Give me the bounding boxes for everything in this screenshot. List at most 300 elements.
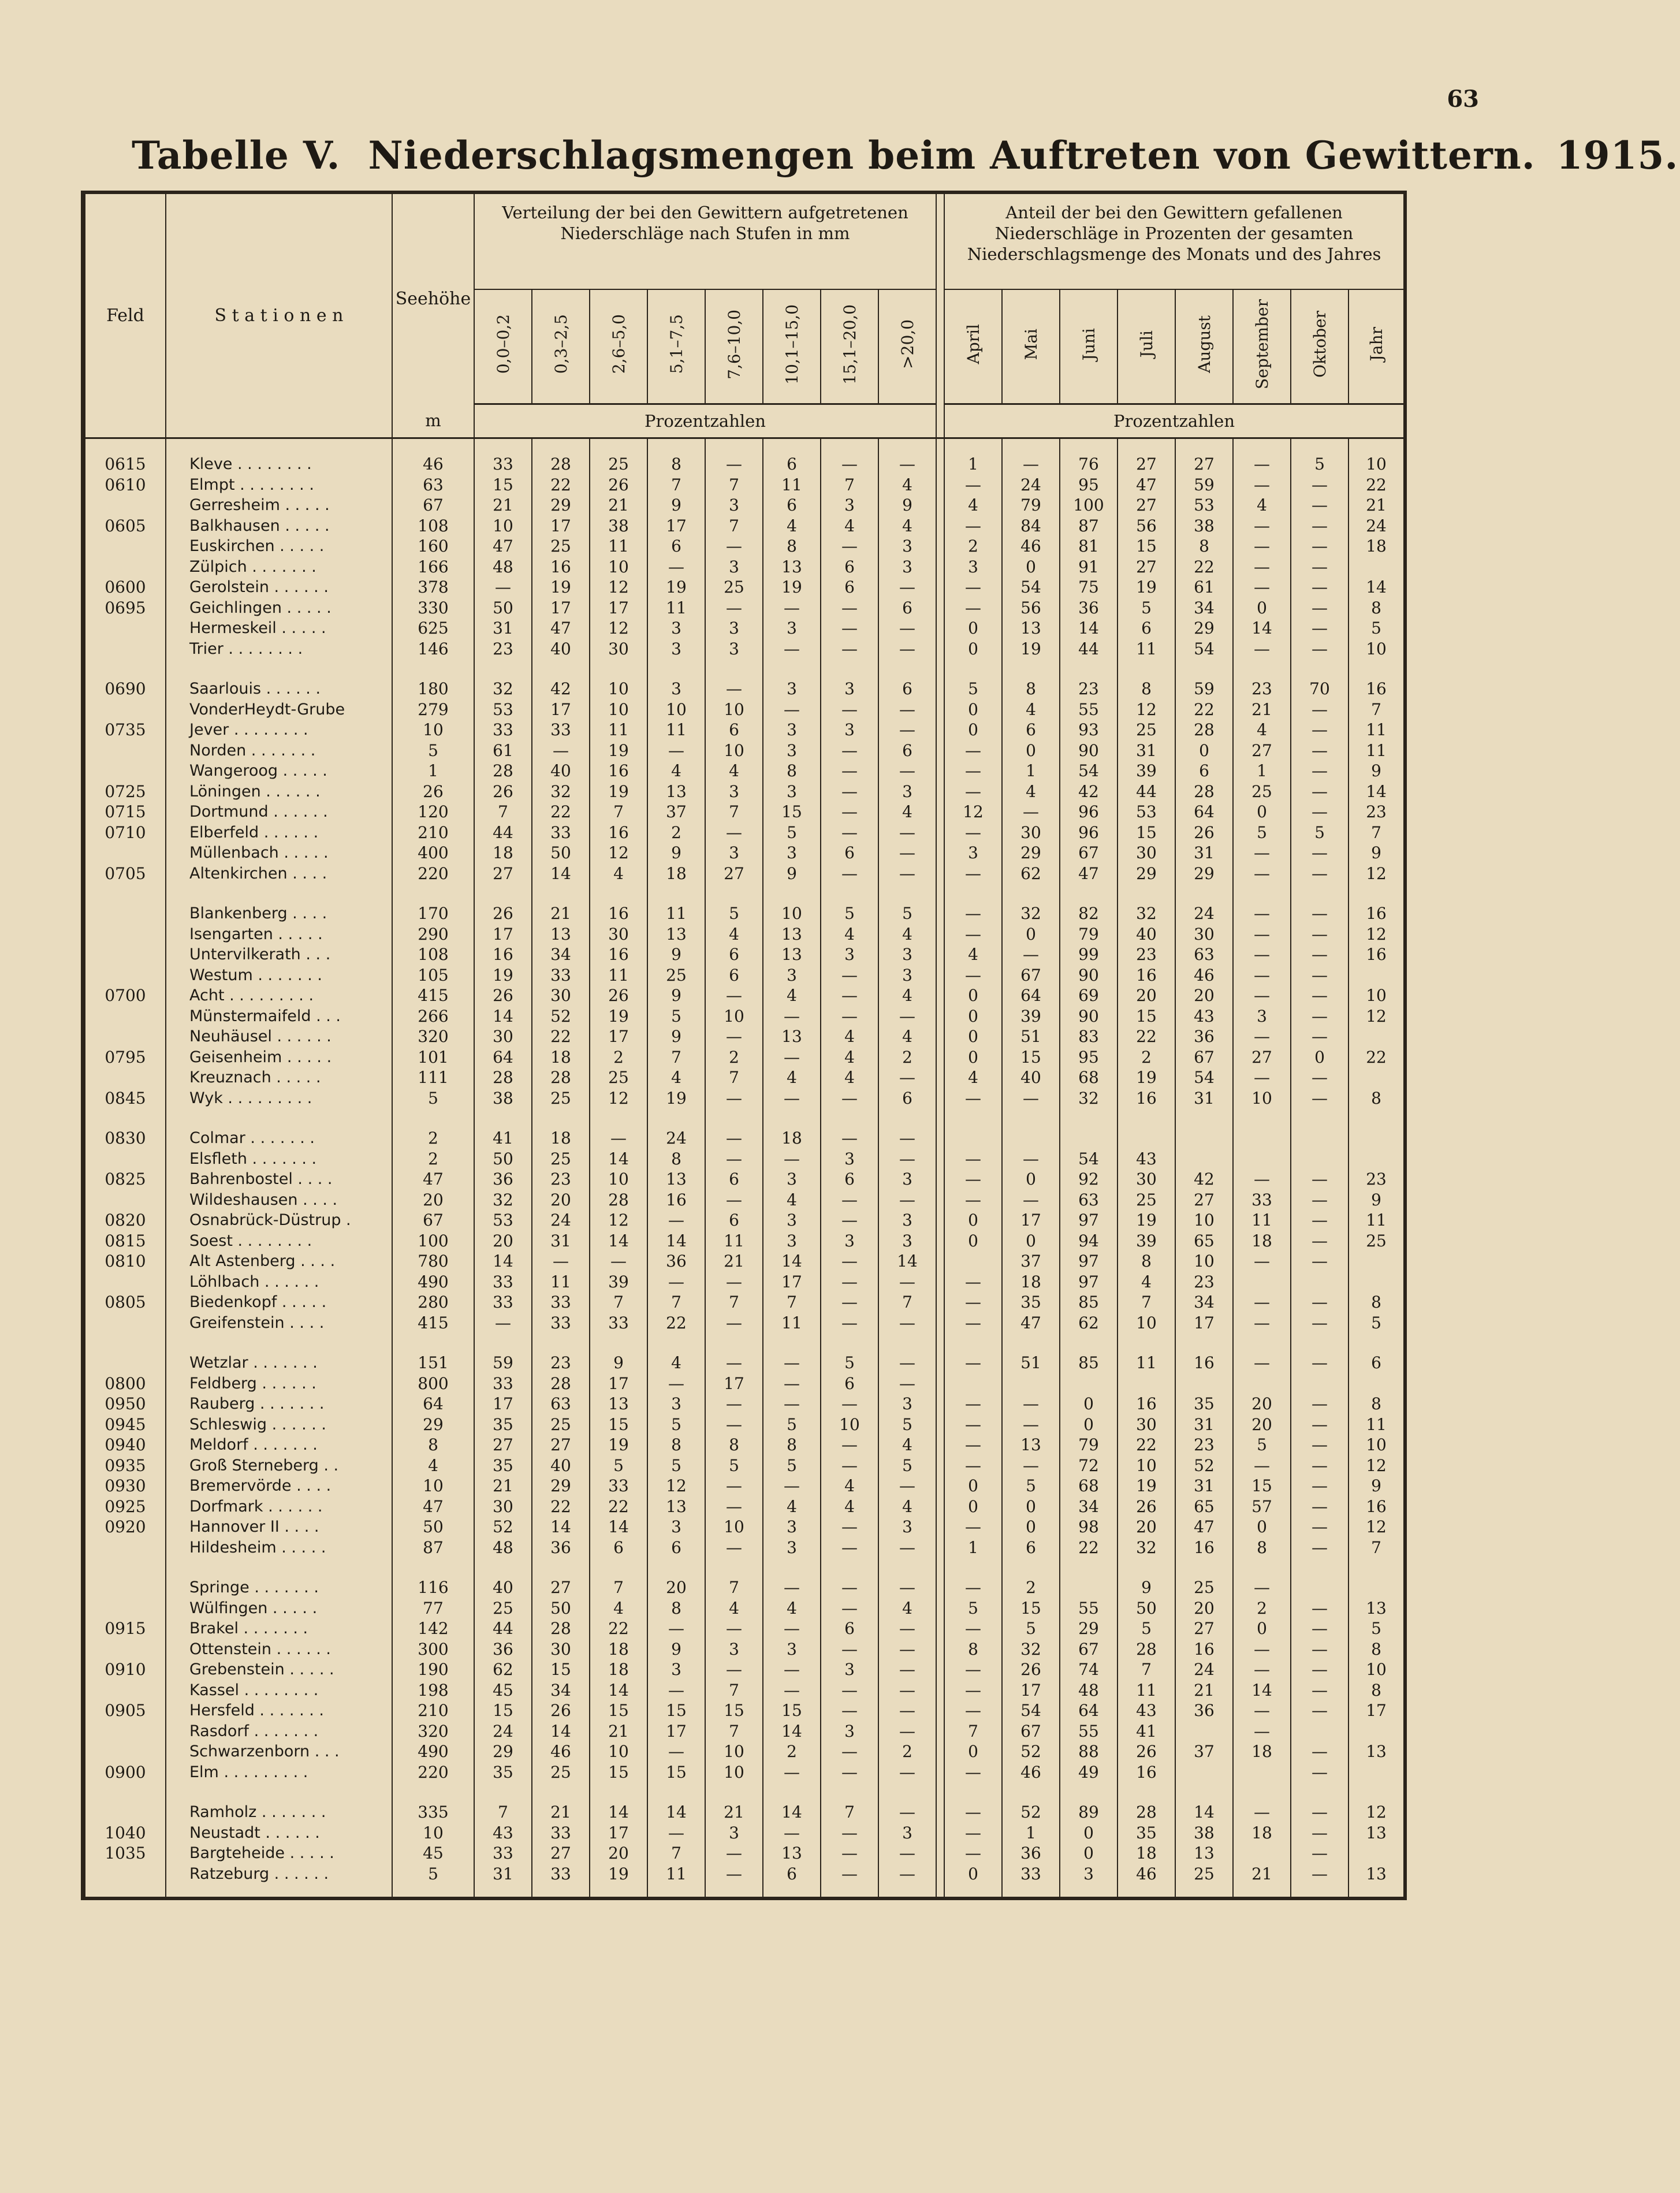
column-separator <box>936 1026 944 1047</box>
cell-anteil: — <box>944 761 1002 781</box>
cell-anteil: — <box>1002 802 1060 822</box>
cell-anteil: 12 <box>1349 924 1404 945</box>
cell-anteil: 68 <box>1060 1476 1117 1496</box>
cell-anteil: 2 <box>1117 1047 1175 1068</box>
cell-seehoehe: 490 <box>392 1272 474 1293</box>
cell-stufe: 13 <box>647 924 705 945</box>
cell-anteil: 23 <box>1349 802 1404 822</box>
cell-anteil <box>1175 1149 1233 1170</box>
table-row <box>85 639 1404 660</box>
cell-anteil: 10 <box>1349 454 1404 475</box>
cell-anteil: 54 <box>1175 1067 1233 1088</box>
cell-stufe: — <box>705 598 763 619</box>
cell-anteil: — <box>1002 454 1060 475</box>
cell-anteil: 33 <box>1233 1190 1291 1211</box>
cell-anteil: 19 <box>1117 1067 1175 1088</box>
cell-stufe: — <box>763 1353 821 1373</box>
cell-anteil: 0 <box>1002 557 1060 578</box>
cell-anteil: 15 <box>1002 1598 1060 1619</box>
column-separator <box>936 1762 944 1783</box>
cell-stufe: — <box>821 1577 878 1598</box>
cell-anteil: 17 <box>1349 1700 1404 1721</box>
cell-stufe: 33 <box>474 1292 532 1313</box>
cell-anteil: 0 <box>1060 1414 1117 1435</box>
cell-anteil: — <box>1233 1577 1291 1598</box>
table-row <box>85 536 1404 557</box>
table-row <box>85 1577 1404 1598</box>
cell-stufe: 8 <box>647 454 705 475</box>
column-separator <box>936 557 944 578</box>
cell-anteil: — <box>944 1414 1002 1435</box>
cell-stufe: 30 <box>532 985 590 1006</box>
cell-stufe: — <box>763 1577 821 1598</box>
cell-stufe: — <box>647 1680 705 1701</box>
cell-stufe: 25 <box>532 536 590 557</box>
cell-stufe: 7 <box>705 1067 763 1088</box>
cell-stufe: — <box>878 1149 936 1170</box>
header-monat-label: September <box>1252 299 1272 389</box>
column-separator <box>936 1394 944 1414</box>
cell-stufe: 33 <box>474 1373 532 1394</box>
cell-seehoehe: 120 <box>392 802 474 822</box>
cell-stufe: 50 <box>474 1149 532 1170</box>
cell-stufe: 4 <box>878 1435 936 1455</box>
cell-stufe: — <box>705 1313 763 1334</box>
cell-anteil: 5 <box>1002 1618 1060 1639</box>
column-separator <box>936 924 944 945</box>
cell-anteil: 4 <box>1002 699 1060 720</box>
cell-stufe: 25 <box>532 1149 590 1170</box>
column-separator <box>936 1618 944 1639</box>
cell-stufe: 20 <box>532 1190 590 1211</box>
cell-stufe: — <box>532 1251 590 1272</box>
cell-stufe: 15 <box>647 1762 705 1783</box>
cell-anteil: 4 <box>1002 781 1060 802</box>
cell-anteil: 5 <box>1349 618 1404 639</box>
table-row <box>85 1149 1404 1170</box>
cell-anteil: — <box>1291 699 1349 720</box>
cell-feld: 0905 <box>85 1700 166 1721</box>
cell-stufe: 10 <box>705 1741 763 1762</box>
cell-stufe: 5 <box>878 1455 936 1476</box>
cell-stufe: 4 <box>821 1496 878 1517</box>
cell-station: Elberfeld . . . . . . <box>166 822 392 843</box>
column-separator <box>936 1598 944 1619</box>
cell-stufe: — <box>878 822 936 843</box>
cell-anteil <box>1291 1577 1349 1598</box>
cell-stufe: 30 <box>474 1496 532 1517</box>
cell-stufe: — <box>763 1659 821 1680</box>
cell-station: Geichlingen . . . . . <box>166 598 392 619</box>
cell-anteil: 25 <box>1233 781 1291 802</box>
cell-anteil: — <box>1233 944 1291 965</box>
cell-seehoehe: 108 <box>392 944 474 965</box>
cell-anteil: 13 <box>1002 618 1060 639</box>
cell-stufe: 37 <box>647 802 705 822</box>
cell-stufe: 10 <box>590 557 647 578</box>
cell-anteil <box>1233 1149 1291 1170</box>
cell-stufe: — <box>763 1680 821 1701</box>
table-row <box>85 1496 1404 1517</box>
cell-feld: 0795 <box>85 1047 166 1068</box>
cell-stufe: — <box>821 1598 878 1619</box>
cell-stufe: 9 <box>647 985 705 1006</box>
cell-anteil: — <box>1291 1639 1349 1660</box>
cell-stufe: 7 <box>590 1292 647 1313</box>
header-monat <box>1117 289 1175 404</box>
table-row <box>85 1741 1404 1762</box>
cell-anteil: 0 <box>944 1047 1002 1068</box>
cell-stufe: 14 <box>763 1251 821 1272</box>
cell-stufe: — <box>647 1823 705 1844</box>
column-separator <box>936 1680 944 1701</box>
cell-anteil: — <box>1291 1210 1349 1231</box>
cell-stufe: 24 <box>532 1210 590 1231</box>
cell-anteil: 22 <box>1117 1435 1175 1455</box>
cell-anteil: — <box>1291 843 1349 863</box>
cell-stufe: 24 <box>647 1128 705 1149</box>
cell-station: Blankenberg . . . . <box>166 903 392 924</box>
cell-anteil <box>1175 1762 1233 1783</box>
cell-stufe: — <box>705 1353 763 1373</box>
cell-anteil: 14 <box>1175 1802 1233 1823</box>
cell-stufe: — <box>705 1026 763 1047</box>
cell-anteil: — <box>1291 985 1349 1006</box>
cell-anteil: 11 <box>1233 1210 1291 1231</box>
cell-anteil: — <box>1291 536 1349 557</box>
cell-seehoehe: 111 <box>392 1067 474 1088</box>
cell-stufe: 4 <box>705 924 763 945</box>
cell-anteil: — <box>944 1169 1002 1190</box>
cell-anteil: 38 <box>1175 516 1233 537</box>
cell-anteil <box>1233 1843 1291 1864</box>
cell-anteil: 4 <box>1117 1272 1175 1293</box>
cell-anteil: 15 <box>1233 1476 1291 1496</box>
cell-anteil: 14 <box>1233 1680 1291 1701</box>
cell-station: Soest . . . . . . . . <box>166 1231 392 1252</box>
cell-feld: 0910 <box>85 1659 166 1680</box>
cell-feld: 0950 <box>85 1394 166 1414</box>
cell-anteil <box>1233 1128 1291 1149</box>
cell-feld <box>85 1272 166 1293</box>
cell-stufe: — <box>821 1006 878 1027</box>
cell-anteil: 16 <box>1349 1496 1404 1517</box>
column-separator <box>936 1313 944 1334</box>
cell-stufe: 21 <box>705 1251 763 1272</box>
cell-anteil: — <box>944 1149 1002 1170</box>
cell-seehoehe: 151 <box>392 1353 474 1373</box>
cell-station: Wetzlar . . . . . . . <box>166 1353 392 1373</box>
cell-feld <box>85 1067 166 1088</box>
cell-anteil: 37 <box>1002 1251 1060 1272</box>
cell-feld: 0615 <box>85 454 166 475</box>
cell-anteil: 12 <box>1117 699 1175 720</box>
cell-anteil: 23 <box>1060 679 1117 699</box>
cell-anteil: 90 <box>1060 740 1117 761</box>
cell-stufe: 10 <box>590 679 647 699</box>
cell-stufe: — <box>878 1373 936 1394</box>
column-separator <box>936 639 944 660</box>
table-row <box>85 1373 1404 1394</box>
table-row <box>85 1251 1404 1272</box>
cell-anteil: — <box>944 1762 1002 1783</box>
cell-stufe: 5 <box>705 1455 763 1476</box>
cell-stufe: 13 <box>647 1496 705 1517</box>
cell-feld: 0940 <box>85 1435 166 1455</box>
cell-stufe: — <box>878 1353 936 1373</box>
cell-anteil: 62 <box>1002 863 1060 884</box>
cell-stufe: 19 <box>763 577 821 598</box>
cell-stufe: 4 <box>878 1026 936 1047</box>
cell-anteil: 55 <box>1060 1598 1117 1619</box>
cell-stufe: 13 <box>647 1169 705 1190</box>
cell-anteil: 1 <box>1233 761 1291 781</box>
column-separator <box>936 1517 944 1537</box>
cell-anteil: 75 <box>1060 577 1117 598</box>
cell-anteil: 22 <box>1175 557 1233 578</box>
cell-stufe: 3 <box>763 720 821 740</box>
cell-anteil: 8 <box>1002 679 1060 699</box>
cell-anteil: 0 <box>944 1006 1002 1027</box>
cell-stufe: — <box>878 1618 936 1639</box>
page-title <box>132 133 1678 178</box>
cell-stufe: 18 <box>590 1639 647 1660</box>
cell-stufe: 17 <box>647 1721 705 1742</box>
cell-stufe: 18 <box>763 1128 821 1149</box>
cell-anteil: 36 <box>1175 1026 1233 1047</box>
cell-stufe: 52 <box>532 1006 590 1027</box>
cell-seehoehe: 46 <box>392 454 474 475</box>
cell-stufe: 6 <box>647 1537 705 1558</box>
cell-stufe: 22 <box>532 1026 590 1047</box>
cell-stufe: — <box>763 1088 821 1109</box>
cell-stufe: 6 <box>821 1169 878 1190</box>
cell-stufe: 20 <box>647 1577 705 1598</box>
cell-station: Norden . . . . . . . <box>166 740 392 761</box>
cell-anteil: 92 <box>1060 1169 1117 1190</box>
cell-stufe: 6 <box>821 557 878 578</box>
cell-anteil: 8 <box>1117 1251 1175 1272</box>
cell-anteil: — <box>1291 720 1349 740</box>
cell-anteil: — <box>944 1272 1002 1293</box>
cell-stufe: 46 <box>532 1741 590 1762</box>
cell-stufe: 3 <box>878 965 936 986</box>
cell-anteil: 31 <box>1175 1414 1233 1435</box>
cell-station: Gerolstein . . . . . . <box>166 577 392 598</box>
column-separator <box>936 1659 944 1680</box>
header-stufe <box>474 289 532 404</box>
cell-anteil: 61 <box>1175 577 1233 598</box>
column-separator <box>936 761 944 781</box>
cell-stufe: 15 <box>474 1700 532 1721</box>
cell-stufe: — <box>647 1373 705 1394</box>
cell-stufe: 28 <box>474 1067 532 1088</box>
cell-stufe: 5 <box>705 903 763 924</box>
cell-stufe: 6 <box>821 1373 878 1394</box>
cell-anteil: 0 <box>1060 1843 1117 1864</box>
cell-anteil: 17 <box>1002 1680 1060 1701</box>
cell-station: Ottenstein . . . . . . <box>166 1639 392 1660</box>
header-monat-label: Mai <box>1021 328 1041 360</box>
header-monat <box>1175 289 1233 404</box>
cell-feld <box>85 903 166 924</box>
page-number: 63 <box>1447 85 1479 113</box>
cell-stufe: 21 <box>474 1476 532 1496</box>
cell-stufe: 25 <box>532 1762 590 1783</box>
cell-stufe: — <box>878 1864 936 1885</box>
cell-stufe: 6 <box>705 1169 763 1190</box>
cell-stufe: 10 <box>705 1006 763 1027</box>
cell-anteil: 81 <box>1060 536 1117 557</box>
column-separator <box>936 802 944 822</box>
cell-stufe: — <box>763 639 821 660</box>
cell-anteil: — <box>1291 1006 1349 1027</box>
cell-station: Geisenheim . . . . . <box>166 1047 392 1068</box>
cell-feld: 0605 <box>85 516 166 537</box>
cell-stufe: 40 <box>532 1455 590 1476</box>
cell-stufe: 7 <box>705 1292 763 1313</box>
cell-anteil: 19 <box>1002 639 1060 660</box>
cell-stufe: — <box>821 1843 878 1864</box>
cell-anteil <box>1175 1128 1233 1149</box>
cell-seehoehe: 47 <box>392 1496 474 1517</box>
cell-stufe: 14 <box>647 1802 705 1823</box>
cell-stufe: — <box>821 536 878 557</box>
cell-stufe: — <box>705 679 763 699</box>
column-separator <box>936 1455 944 1476</box>
cell-stufe: — <box>821 802 878 822</box>
cell-anteil: 54 <box>1002 577 1060 598</box>
cell-anteil: 12 <box>1349 1455 1404 1476</box>
cell-stufe: 7 <box>647 475 705 496</box>
column-separator <box>936 1721 944 1742</box>
cell-anteil: 32 <box>1002 1639 1060 1660</box>
cell-anteil: — <box>1233 1169 1291 1190</box>
cell-anteil: 8 <box>1175 536 1233 557</box>
cell-anteil: 0 <box>1291 1047 1349 1068</box>
cell-stufe: — <box>821 1210 878 1231</box>
table-row <box>85 903 1404 924</box>
cell-anteil: 8 <box>1349 1680 1404 1701</box>
cell-anteil: 1 <box>1002 1823 1060 1844</box>
cell-stufe: 17 <box>590 1823 647 1844</box>
cell-anteil: 42 <box>1060 781 1117 802</box>
cell-stufe: 31 <box>532 1231 590 1252</box>
cell-anteil: 12 <box>1349 1517 1404 1537</box>
cell-anteil <box>1060 1128 1117 1149</box>
title-text: Niederschlagsmengen beim Auftreten von Gewittern. <box>368 133 1536 178</box>
cell-anteil: 22 <box>1060 1537 1117 1558</box>
cell-seehoehe: 330 <box>392 598 474 619</box>
cell-stufe: 6 <box>705 1210 763 1231</box>
cell-anteil: 88 <box>1060 1741 1117 1762</box>
data-table <box>84 194 1405 1897</box>
cell-stufe: 4 <box>878 1598 936 1619</box>
cell-feld <box>85 965 166 986</box>
cell-stufe: 27 <box>705 863 763 884</box>
cell-stufe: 16 <box>590 944 647 965</box>
cell-stufe: 22 <box>532 475 590 496</box>
cell-stufe: 39 <box>590 1272 647 1293</box>
cell-anteil: 13 <box>1349 1864 1404 1885</box>
cell-stufe: — <box>878 720 936 740</box>
cell-anteil: 79 <box>1002 495 1060 516</box>
cell-stufe: — <box>821 1190 878 1211</box>
cell-anteil: 46 <box>1175 965 1233 986</box>
cell-stufe: 48 <box>474 1537 532 1558</box>
cell-seehoehe: 198 <box>392 1680 474 1701</box>
cell-stufe: 6 <box>878 679 936 699</box>
cell-anteil: 29 <box>1002 843 1060 863</box>
cell-anteil: — <box>1291 475 1349 496</box>
cell-anteil: 30 <box>1002 822 1060 843</box>
cell-stufe: 11 <box>647 1864 705 1885</box>
cell-anteil: 95 <box>1060 475 1117 496</box>
cell-anteil: — <box>1002 944 1060 965</box>
cell-anteil: 16 <box>1117 1088 1175 1109</box>
cell-anteil: 18 <box>1233 1231 1291 1252</box>
cell-anteil: 14 <box>1349 577 1404 598</box>
cell-stufe: 16 <box>590 761 647 781</box>
cell-stufe: 7 <box>705 475 763 496</box>
cell-stufe: 10 <box>763 903 821 924</box>
cell-anteil: — <box>1002 1455 1060 1476</box>
cell-stufe: — <box>821 1700 878 1721</box>
cell-feld: 0915 <box>85 1618 166 1639</box>
cell-stufe: 5 <box>763 822 821 843</box>
cell-stufe: 42 <box>532 679 590 699</box>
cell-stufe: 5 <box>647 1006 705 1027</box>
cell-stufe: 7 <box>647 1292 705 1313</box>
cell-stufe: 14 <box>474 1006 532 1027</box>
cell-seehoehe: 108 <box>392 516 474 537</box>
cell-anteil: 0 <box>1002 924 1060 945</box>
table-row <box>85 1864 1404 1885</box>
cell-stufe: 11 <box>532 1272 590 1293</box>
header-monat <box>1060 289 1117 404</box>
table-row <box>85 781 1404 802</box>
cell-stufe: 3 <box>821 720 878 740</box>
cell-stufe: 3 <box>763 781 821 802</box>
cell-stufe: 8 <box>647 1149 705 1170</box>
cell-stufe: 17 <box>474 1394 532 1414</box>
cell-stufe: — <box>705 1843 763 1864</box>
cell-stufe: 17 <box>763 1272 821 1293</box>
cell-anteil <box>944 1251 1002 1272</box>
table-row <box>85 1700 1404 1721</box>
cell-stufe: 2 <box>705 1047 763 1068</box>
column-separator <box>936 1353 944 1373</box>
header-prozentzahlen-2: Prozentzahlen <box>944 404 1404 438</box>
table-row <box>85 1313 1404 1334</box>
cell-stufe: 12 <box>590 577 647 598</box>
cell-anteil: 36 <box>1175 1700 1233 1721</box>
header-stufe <box>705 289 763 404</box>
cell-stufe: — <box>878 1659 936 1680</box>
cell-stufe: 33 <box>474 1272 532 1293</box>
group-spacer <box>85 1782 1404 1802</box>
cell-seehoehe: 415 <box>392 985 474 1006</box>
cell-anteil: 10 <box>1349 1659 1404 1680</box>
cell-anteil: 7 <box>1117 1659 1175 1680</box>
cell-anteil: 0 <box>1233 598 1291 619</box>
cell-anteil: 2 <box>1233 1598 1291 1619</box>
cell-stufe: — <box>705 1496 763 1517</box>
header-prozentzahlen-1: Prozentzahlen <box>474 404 936 438</box>
cell-anteil: 8 <box>1349 1394 1404 1414</box>
cell-stufe: 3 <box>763 1517 821 1537</box>
cell-stufe: 3 <box>647 679 705 699</box>
